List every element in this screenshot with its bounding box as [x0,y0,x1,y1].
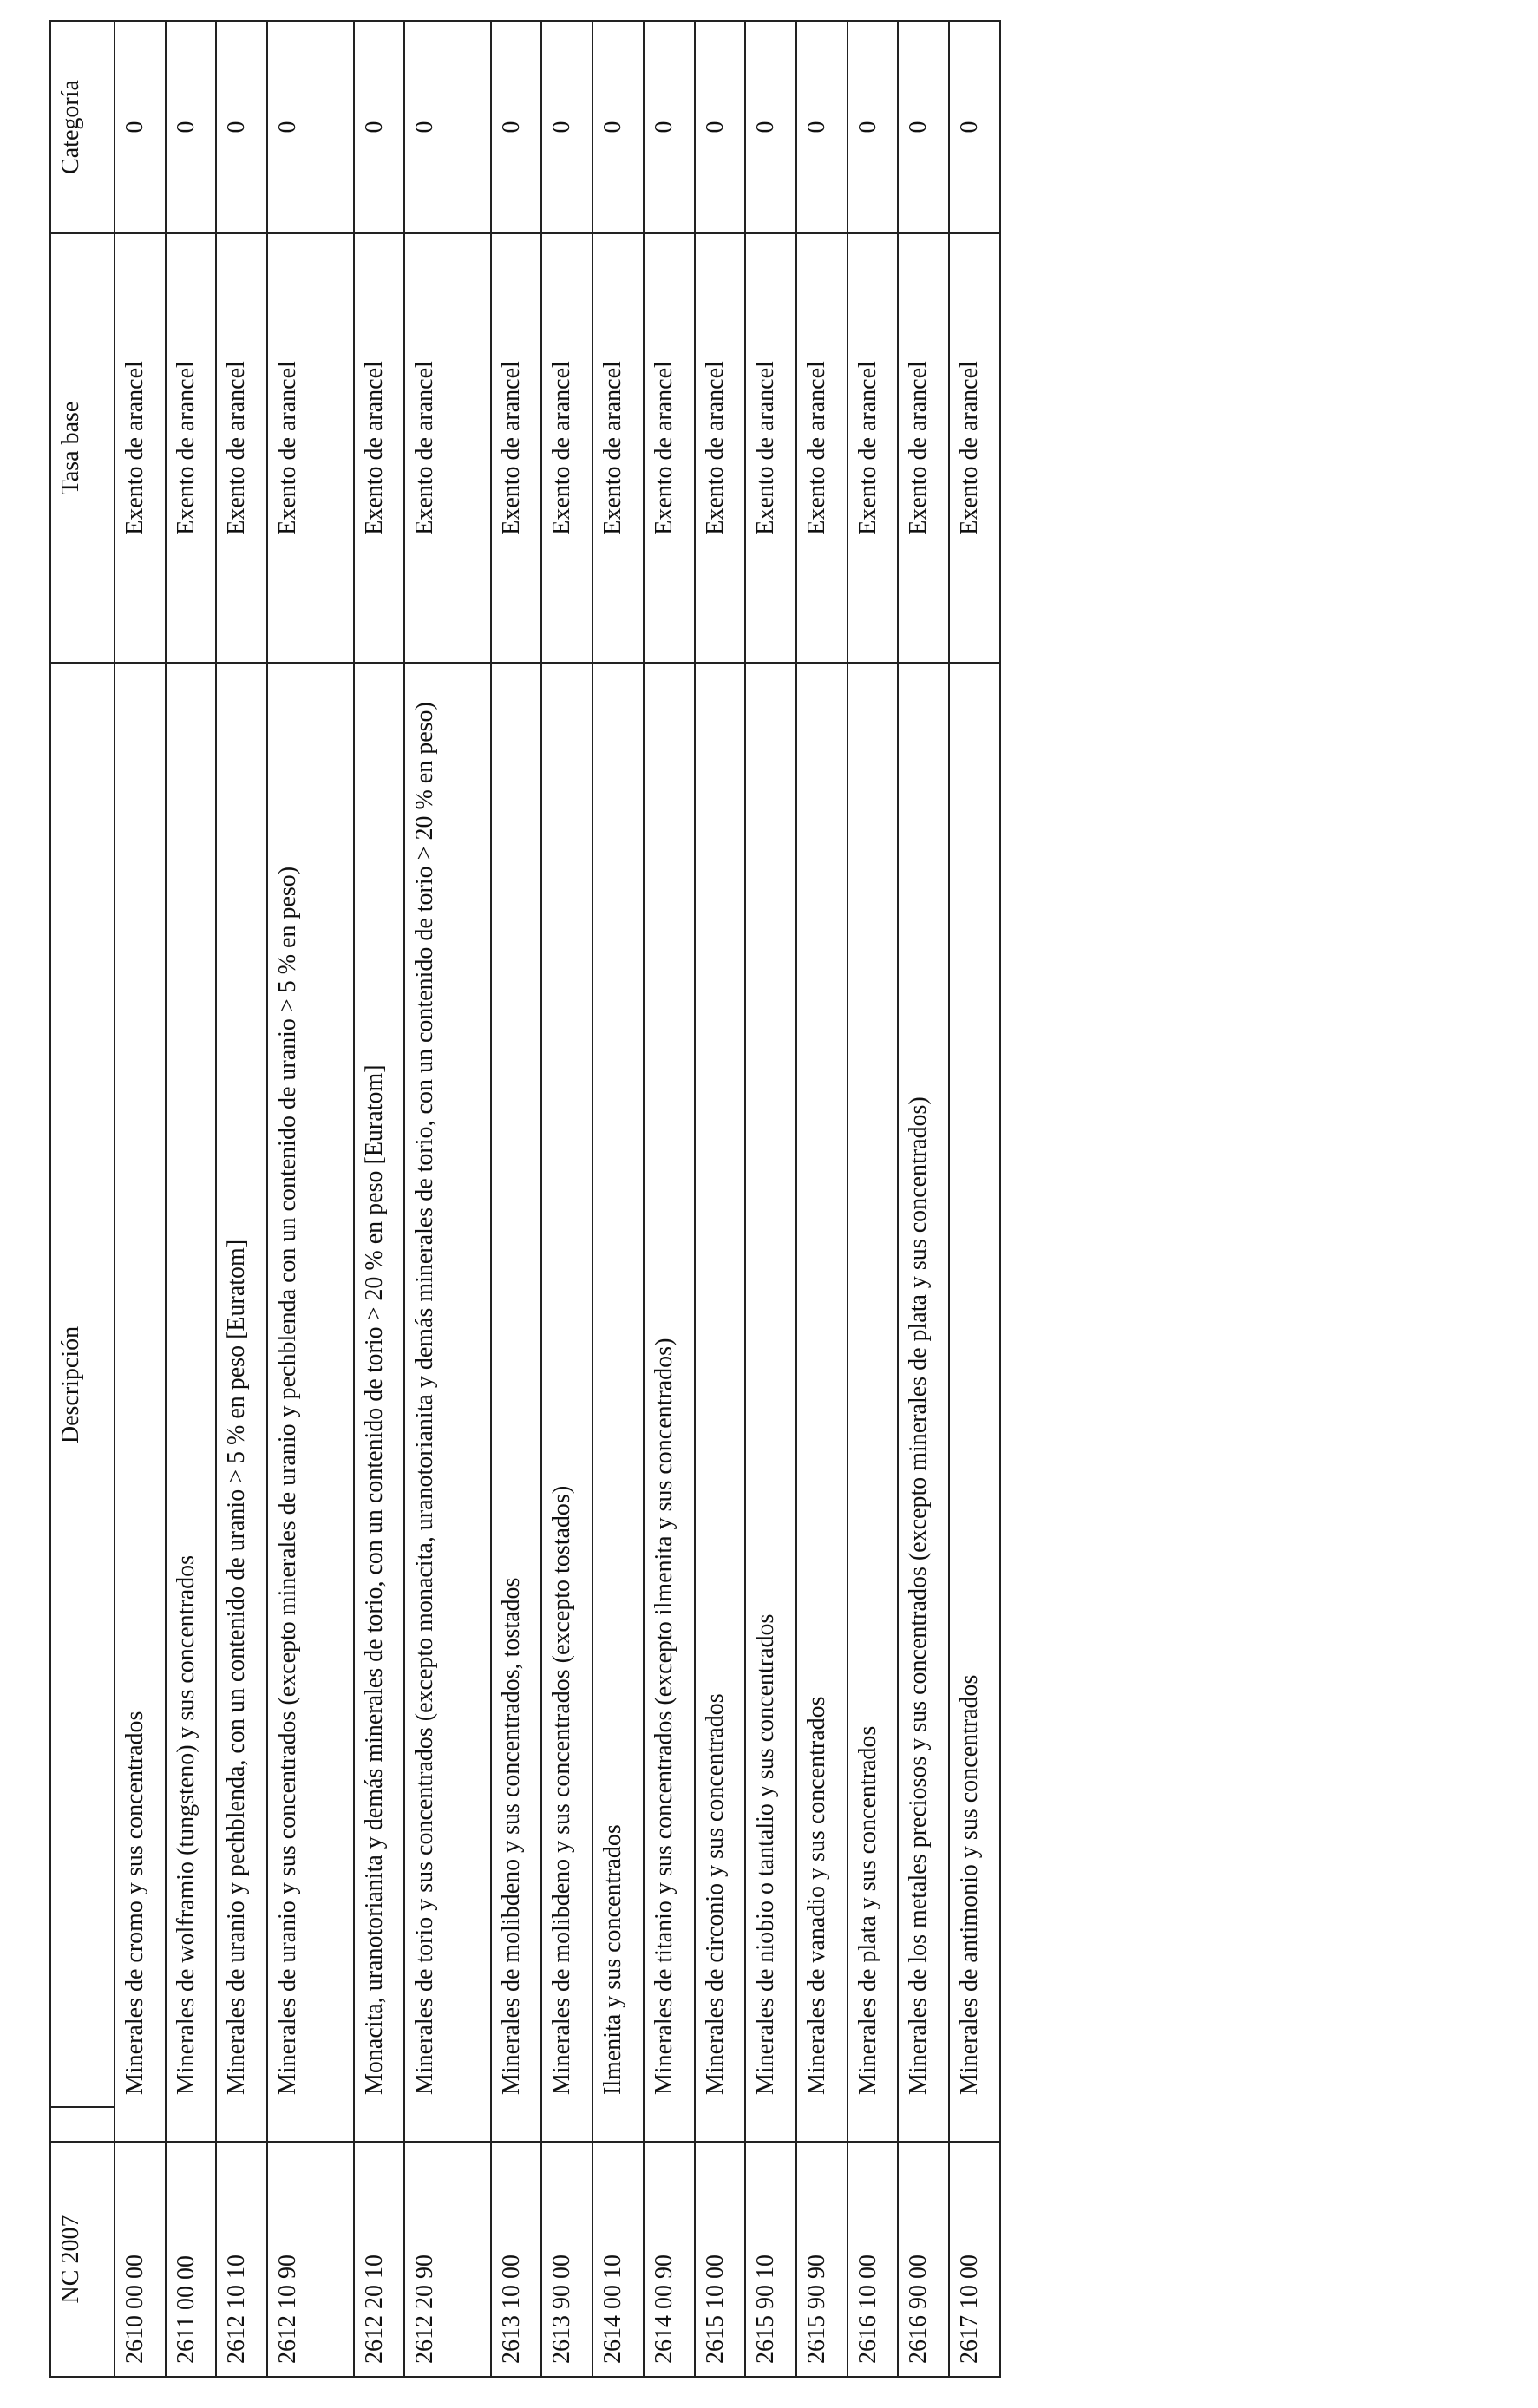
table-row [541,21,592,2377]
row-spacer [745,2107,796,2142]
rotated-page-content [49,22,1001,2378]
row-spacer [267,2107,353,2142]
row-description: Monacita, uranotorianita y demás minerales de torio, con un contenido de torio > 20 % en peso [Euratom] [354,663,405,2107]
row-code: 2614 00 90 [644,2142,695,2377]
table-row [491,21,542,2377]
header-category: Categoría [50,21,115,233]
row-rate: Exento de arancel [949,233,1000,663]
row-rate: Exento de arancel [491,233,542,663]
row-spacer [216,2107,267,2142]
row-spacer [796,2107,848,2142]
row-code: 2611 00 00 [166,2142,217,2377]
row-code: 2616 10 00 [848,2142,899,2377]
row-code: 2616 90 00 [898,2142,949,2377]
row-code: 2615 90 10 [745,2142,796,2377]
header-spacer [50,2107,115,2142]
row-category: 0 [491,21,542,233]
row-spacer [491,2107,542,2142]
row-rate: Exento de arancel [848,233,899,663]
row-spacer [644,2107,695,2142]
row-spacer [848,2107,899,2142]
row-rate: Exento de arancel [592,233,644,663]
row-code: 2610 00 00 [115,2142,166,2377]
row-rate: Exento de arancel [166,233,217,663]
row-rate: Exento de arancel [644,233,695,663]
table-row [848,21,899,2377]
table-row [592,21,644,2377]
row-category: 0 [541,21,592,233]
row-category: 0 [898,21,949,233]
row-code: 2614 00 10 [592,2142,644,2377]
row-spacer [115,2107,166,2142]
row-category: 0 [216,21,267,233]
row-category: 0 [745,21,796,233]
tariff-table [49,20,1001,2378]
row-code: 2617 10 00 [949,2142,1000,2377]
row-description: Minerales de los metales preciosos y sus concentrados (excepto minerales de plata y sus concentrados) [898,663,949,2107]
row-code: 2612 20 90 [404,2142,490,2377]
table-body [115,21,1000,2377]
row-category: 0 [115,21,166,233]
row-code: 2612 10 10 [216,2142,267,2377]
row-spacer [166,2107,217,2142]
row-description: Minerales de torio y sus concentrados (excepto monacita, uranotorianita y demás minerales de torio, con un contenido de torio > 20 % en peso) [404,663,490,2107]
row-description: Minerales de plata y sus concentrados [848,663,899,2107]
row-description: Minerales de cromo y sus concentrados [115,663,166,2107]
row-spacer [592,2107,644,2142]
row-code: 2615 10 00 [695,2142,746,2377]
row-description: Minerales de uranio y pechblenda, con un contenido de uranio > 5 % en peso [Euratom] [216,663,267,2107]
row-description: Minerales de molibdeno y sus concentrados, tostados [491,663,542,2107]
row-category: 0 [644,21,695,233]
row-code: 2615 90 90 [796,2142,848,2377]
row-spacer [949,2107,1000,2142]
table-row [404,21,490,2377]
table-row [898,21,949,2377]
row-category: 0 [354,21,405,233]
row-rate: Exento de arancel [898,233,949,663]
row-code: 2613 90 00 [541,2142,592,2377]
table-row [115,21,166,2377]
row-category: 0 [267,21,353,233]
row-rate: Exento de arancel [216,233,267,663]
header-description: Descripción [50,663,115,2107]
row-description: Minerales de uranio y sus concentrados (excepto minerales de uranio y pechblenda con un contenido de uranio > 5 % en peso) [267,663,353,2107]
table-row [644,21,695,2377]
row-code: 2613 10 00 [491,2142,542,2377]
row-description: Minerales de circonio y sus concentrados [695,663,746,2107]
row-spacer [898,2107,949,2142]
row-description: Minerales de niobio o tantalio y sus concentrados [745,663,796,2107]
row-category: 0 [592,21,644,233]
row-rate: Exento de arancel [404,233,490,663]
row-rate: Exento de arancel [541,233,592,663]
row-spacer [541,2107,592,2142]
row-rate: Exento de arancel [115,233,166,663]
row-spacer [404,2107,490,2142]
row-category: 0 [949,21,1000,233]
row-description: Ilmenita y sus concentrados [592,663,644,2107]
table-header-row [50,21,115,2377]
row-rate: Exento de arancel [796,233,848,663]
header-code: NC 2007 [50,2142,115,2377]
row-category: 0 [848,21,899,233]
table-row [745,21,796,2377]
table-row [695,21,746,2377]
row-spacer [695,2107,746,2142]
table-row [216,21,267,2377]
row-category: 0 [404,21,490,233]
row-rate: Exento de arancel [745,233,796,663]
header-rate: Tasa base [50,233,115,663]
row-description: Minerales de titanio y sus concentrados (excepto ilmenita y sus concentrados) [644,663,695,2107]
row-description: Minerales de molibdeno y sus concentrados (excepto tostados) [541,663,592,2107]
table-row [166,21,217,2377]
row-description: Minerales de antimonio y sus concentrados [949,663,1000,2107]
row-category: 0 [695,21,746,233]
row-category: 0 [796,21,848,233]
row-spacer [354,2107,405,2142]
row-description: Minerales de vanadio y sus concentrados [796,663,848,2107]
table-row [354,21,405,2377]
table-row [796,21,848,2377]
table-row [267,21,353,2377]
table-row [949,21,1000,2377]
row-description: Minerales de wolframio (tungsteno) y sus concentrados [166,663,217,2107]
row-rate: Exento de arancel [695,233,746,663]
row-code: 2612 20 10 [354,2142,405,2377]
row-category: 0 [166,21,217,233]
row-rate: Exento de arancel [354,233,405,663]
row-rate: Exento de arancel [267,233,353,663]
row-code: 2612 10 90 [267,2142,353,2377]
